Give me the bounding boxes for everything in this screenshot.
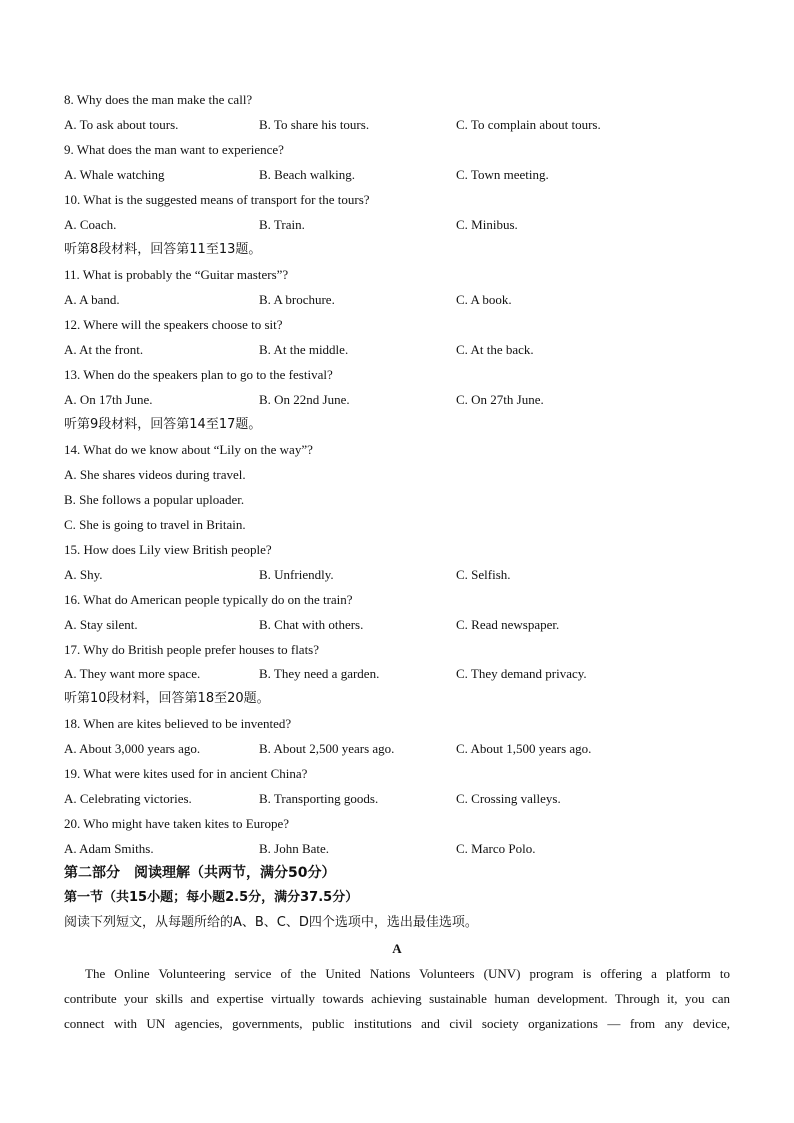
question-stem: 17. Why do British people prefer houses to flats? <box>64 642 320 657</box>
option-a: A. Stay silent. <box>64 617 138 632</box>
option-a: A. At the front. <box>64 342 144 357</box>
question-stem: 12. Where will the speakers choose to sit? <box>64 317 283 332</box>
question-stem: 9. What does the man want to experience? <box>64 142 284 157</box>
option-a: A. A band. <box>64 292 120 307</box>
option-c: C. She is going to travel in Britain. <box>64 517 246 532</box>
passage-line: connect with UN agencies, governments, public institutions and civil society organizations — from any device, <box>64 1016 730 1031</box>
option-a: A. Shy. <box>64 567 103 582</box>
listening-instruction: 听第8段材料，回答第11至13题。 <box>64 242 262 257</box>
question-stem: 13. When do the speakers plan to go to the festival? <box>64 367 333 382</box>
question-stem: 10. What is the suggested means of transport for the tours? <box>64 192 370 207</box>
listening-instruction: 听第9段材料，回答第14至17题。 <box>64 417 262 432</box>
option-c: C. Read newspaper. <box>456 617 560 632</box>
question-stem: 19. What were kites used for in ancient China? <box>64 766 308 781</box>
option-c: C. About 1,500 years ago. <box>456 741 592 756</box>
option-b: B. Unfriendly. <box>259 567 334 582</box>
section-title: 第一节（共15小题；每小题2.5分，满分37.5分） <box>64 890 359 905</box>
passage-label: A <box>392 941 402 956</box>
listening-instruction: 听第10段材料，回答第18至20题。 <box>64 691 270 706</box>
option-a: A. About 3,000 years ago. <box>64 741 201 756</box>
question-stem: 15. How does Lily view British people? <box>64 542 272 557</box>
question-stem: 11. What is probably the “Guitar masters”? <box>64 267 289 282</box>
option-a: A. They want more space. <box>64 666 201 681</box>
question-stem: 20. Who might have taken kites to Europe? <box>64 816 290 831</box>
passage-line: contribute your skills and expertise virtually towards achieving sustainable human development. Through it, you can <box>64 991 730 1006</box>
option-a: A. To ask about tours. <box>64 117 179 132</box>
option-c: C. At the back. <box>456 342 534 357</box>
question-stem: 16. What do American people typically do on the train? <box>64 592 353 607</box>
option-b: B. At the middle. <box>259 342 349 357</box>
option-b: B. About 2,500 years ago. <box>259 741 395 756</box>
option-a: A. She shares videos during travel. <box>64 467 246 482</box>
option-a: A. On 17th June. <box>64 392 153 407</box>
option-b: B. She follows a popular uploader. <box>64 492 245 507</box>
option-c: C. Marco Polo. <box>456 841 536 856</box>
option-b: B. A brochure. <box>259 292 335 307</box>
option-b: B. Train. <box>259 217 305 232</box>
option-c: C. Minibus. <box>456 217 518 232</box>
option-c: C. On 27th June. <box>456 392 544 407</box>
option-a: A. Adam Smiths. <box>64 841 154 856</box>
question-stem: 14. What do we know about “Lily on the way”? <box>64 442 313 457</box>
option-a: A. Coach. <box>64 217 117 232</box>
passage-line: The Online Volunteering service of the United Nations Volunteers (UNV) program is offering a platform to <box>85 966 730 981</box>
option-c: C. To complain about tours. <box>456 117 601 132</box>
part-title: 第二部分 阅读理解（共两节，满分50分） <box>64 865 336 881</box>
option-b: B. John Bate. <box>259 841 330 856</box>
option-b: B. On 22nd June. <box>259 392 350 407</box>
option-c: C. Selfish. <box>456 567 511 582</box>
option-a: A. Celebrating victories. <box>64 791 192 806</box>
option-b: B. To share his tours. <box>259 117 370 132</box>
option-b: B. Chat with others. <box>259 617 364 632</box>
option-c: C. Town meeting. <box>456 167 549 182</box>
option-c: C. A book. <box>456 292 512 307</box>
option-b: B. Beach walking. <box>259 167 356 182</box>
option-a: A. Whale watching <box>64 167 165 182</box>
option-b: B. Transporting goods. <box>259 791 379 806</box>
option-c: C. They demand privacy. <box>456 666 587 681</box>
reading-directions: 阅读下列短文，从每题所给的A、B、C、D四个选项中，选出最佳选项。 <box>64 915 478 930</box>
option-c: C. Crossing valleys. <box>456 791 561 806</box>
question-stem: 18. When are kites believed to be invented? <box>64 716 292 731</box>
option-b: B. They need a garden. <box>259 666 380 681</box>
question-stem: 8. Why does the man make the call? <box>64 92 253 107</box>
